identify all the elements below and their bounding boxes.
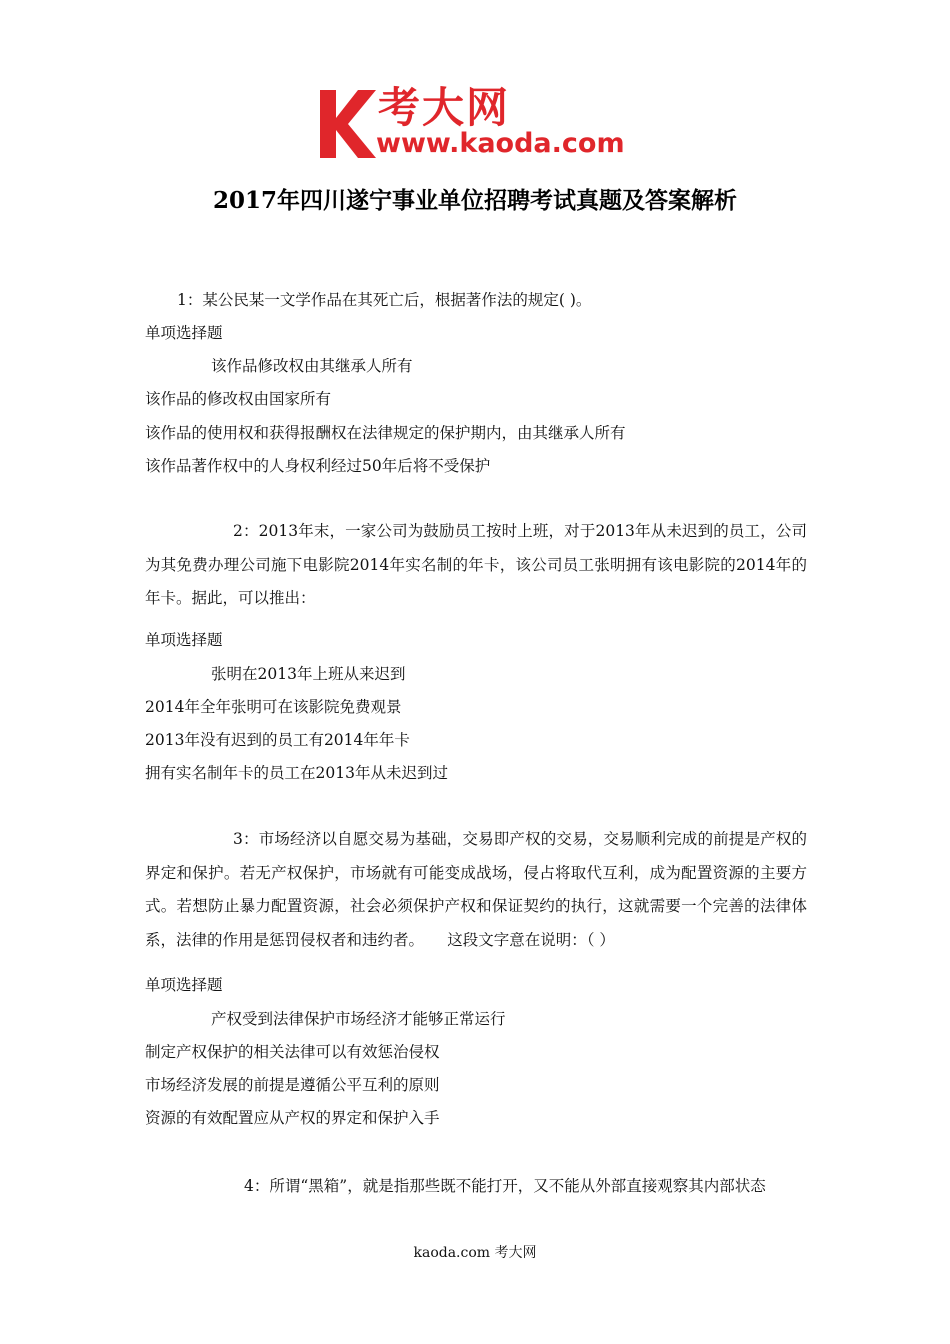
document-title: 2017年四川遂宁事业单位招聘考试真题及答案解析 — [212, 187, 737, 214]
question-2-type: 单项选择题 — [145, 631, 223, 649]
question-2-option-3: 2013年没有迟到的员工有2014年年卡 — [145, 731, 410, 749]
page-footer: kaoda.com 考大网 — [413, 1245, 537, 1261]
question-1-type: 单项选择题 — [145, 324, 223, 342]
kaoda-logo — [318, 84, 636, 164]
question-1-stem: 1：某公民某一文学作品在其死亡后，根据著作法的规定( )。 — [177, 291, 592, 309]
question-2-stem: 2：2013年末，一家公司为鼓励员工按时上班，对于2013年从未迟到的员工，公司为其免费办理公司施下电影院2014年实名制的年卡，该公司员工张明拥有该电影院的2014年的年卡。据此，可以推出： — [145, 522, 807, 607]
question-1-option-1: 该作品修改权由其继承人所有 — [211, 357, 413, 375]
logo-url-text: www.kaoda.com — [376, 128, 625, 159]
question-1-option-2: 该作品的修改权由国家所有 — [145, 390, 332, 408]
question-3-option-4: 资源的有效配置应从产权的界定和保护入手 — [145, 1109, 440, 1127]
question-1-option-4: 该作品著作权中的人身权利经过50年后将不受保护 — [145, 457, 491, 475]
question-4-stem: 4：所谓“黑箱”，就是指那些既不能打开，又不能从外部直接观察其内部状态 — [244, 1177, 766, 1195]
question-2-option-2: 2014年全年张明可在该影院免费观景 — [145, 698, 402, 716]
question-3-option-3: 市场经济发展的前提是遵循公平互利的原则 — [145, 1076, 440, 1094]
question-1-option-3: 该作品的使用权和获得报酬权在法律规定的保护期内，由其继承人所有 — [145, 424, 626, 442]
k-logo-icon — [318, 86, 378, 162]
question-3-option-1: 产权受到法律保护市场经济才能够正常运行 — [211, 1010, 506, 1028]
question-3-stem: 3：市场经济以自愿交易为基础，交易即产权的交易，交易顺利完成的前提是产权的界定和保护。若无产权保护，市场就有可能变成战场，侵占将取代互利，成为配置资源的主要方式。若想防止暴力配置资源，社会必须保护产权和保证契约的执行，这就需要一个完善的法律体系，法律的作用是惩罚侵权者和违约者。 这段文字意在说明：（ ） — [145, 830, 807, 949]
question-3-option-2: 制定产权保护的相关法律可以有效惩治侵权 — [145, 1043, 440, 1061]
question-3-type: 单项选择题 — [145, 976, 223, 994]
logo-chinese-text: 考大网 — [378, 83, 511, 132]
question-2-option-1: 张明在2013年上班从来迟到 — [211, 665, 406, 683]
question-2-option-4: 拥有实名制年卡的员工在2013年从未迟到过 — [145, 764, 448, 782]
